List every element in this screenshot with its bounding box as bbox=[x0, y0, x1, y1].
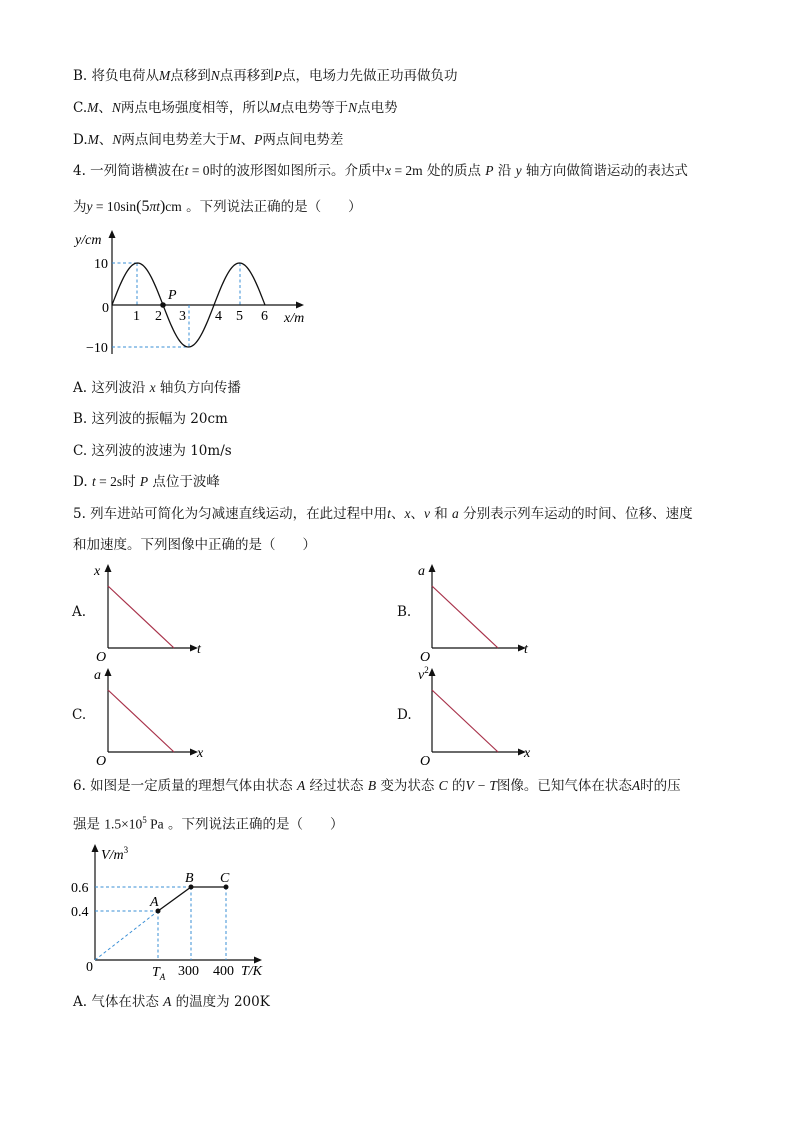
q4-option-a: A. 这列波沿 x 轴负方向传播 bbox=[73, 380, 241, 396]
q3-option-b: B. 将负电荷从M点移到N点再移到P点，电场力先做正功再做负功 bbox=[73, 68, 458, 84]
x-tick-400: 400 bbox=[213, 964, 234, 979]
q5-option-d-letter: D. bbox=[397, 707, 412, 723]
y-tick-04: 0.4 bbox=[71, 905, 89, 920]
q5-option-a-graph[interactable] bbox=[90, 560, 210, 664]
q5-option-b-graph[interactable] bbox=[414, 560, 539, 664]
q5c-line bbox=[108, 690, 174, 752]
x-tick-4: 4 bbox=[215, 309, 222, 324]
y-axis-label: y/cm bbox=[75, 233, 102, 248]
x-tick-300: 300 bbox=[178, 964, 199, 979]
point-p-label: P bbox=[168, 288, 177, 303]
x-axis-arrow bbox=[296, 302, 304, 309]
q4-stem-line2: 为y = 10sin(5πt)cm 。下列说法正确的是（ ） bbox=[73, 198, 362, 215]
state-c-label: C bbox=[220, 871, 230, 886]
x-tick-2: 2 bbox=[155, 309, 162, 324]
origin-label: 0 bbox=[102, 301, 109, 316]
svg-text:O: O bbox=[96, 754, 107, 768]
state-b-label: B bbox=[185, 871, 194, 886]
y-tick-06: 0.6 bbox=[71, 881, 89, 896]
q4-wave-figure bbox=[72, 226, 322, 364]
svg-text:t: t bbox=[524, 642, 528, 657]
q3-option-c: C.M、N两点电场强度相等，所以M点电势等于N点电势 bbox=[73, 100, 398, 116]
process-line bbox=[158, 887, 226, 911]
svg-text:x: x bbox=[524, 746, 531, 761]
y-tick-10: 10 bbox=[94, 257, 108, 272]
q5-stem-line2: 和加速度。下列图像中正确的是（ ） bbox=[73, 537, 316, 553]
t-axis-label: T/K bbox=[241, 964, 263, 979]
origin-label: 0 bbox=[86, 960, 93, 975]
q5-option-b-letter: B. bbox=[397, 604, 412, 620]
q4-option-d: D. t = 2s时 P 点位于波峰 bbox=[73, 474, 220, 490]
q3-option-d: D.M、N两点间电势差大于M、P两点间电势差 bbox=[73, 132, 344, 148]
q4-option-c: C. 这列波的波速为 10m/s bbox=[73, 443, 232, 459]
q6-stem-line1: 6. 如图是一定质量的理想气体由状态 A 经过状态 B 变为状态 C 的V − T图像。已知气体在状态A时的压 bbox=[73, 778, 681, 794]
q5-stem-line1: 5. 列车进站可简化为匀减速直线运动，在此过程中用t、x、v 和 a 分别表示列车运动的时间、位移、速度 bbox=[73, 506, 693, 522]
q5-option-a-letter: A. bbox=[72, 604, 87, 620]
svg-text:a: a bbox=[94, 668, 101, 683]
q5a-line bbox=[108, 586, 174, 648]
svg-text:O: O bbox=[96, 650, 107, 664]
vt-guides bbox=[95, 887, 226, 960]
svg-text:v2: $v^2$ bbox=[418, 665, 429, 683]
q6-vt-figure bbox=[68, 840, 278, 984]
svg-text:a: a bbox=[418, 564, 425, 579]
x-tick-1: 1 bbox=[133, 309, 140, 324]
q5b-line bbox=[432, 586, 498, 648]
q5-option-c-letter: C. bbox=[72, 707, 87, 723]
q5-option-d-graph[interactable] bbox=[414, 664, 539, 768]
q6-stem-line2: 强是 $1.5\times 10^5$ Pa 。下列说法正确的是（ ） bbox=[73, 815, 344, 833]
q5-option-c-graph[interactable] bbox=[90, 664, 215, 768]
x-axis-label: x/m bbox=[284, 311, 305, 326]
q4-stem-line1: 4. 一列简谐横波在t = 0时的波形图如图所示。介质中x = 2m 处的质点 P 沿 y 轴方向做简谐运动的表达式 bbox=[73, 163, 688, 179]
svg-text:t: t bbox=[197, 642, 201, 657]
state-a-label: A bbox=[150, 895, 159, 910]
x-tick-5: 5 bbox=[236, 309, 243, 324]
svg-text:x: x bbox=[197, 746, 204, 761]
svg-text:O: O bbox=[420, 650, 431, 664]
x-tick-3: 3 bbox=[179, 309, 186, 324]
x-tick-ta: $T_A$ bbox=[152, 965, 166, 982]
svg-text:O: O bbox=[420, 754, 431, 768]
v-axis-label: $V/m^3$ bbox=[101, 845, 129, 863]
x-tick-6: 6 bbox=[261, 309, 268, 324]
y-tick-minus10: −10 bbox=[86, 341, 108, 356]
y-axis-arrow bbox=[109, 230, 116, 238]
q5d-line bbox=[432, 690, 498, 752]
q6-option-a: A. 气体在状态 A 的温度为 200K bbox=[73, 994, 270, 1010]
point-p-marker bbox=[160, 302, 166, 308]
svg-text:x: x bbox=[94, 564, 101, 579]
q4-option-b: B. 这列波的振幅为 20cm bbox=[73, 411, 228, 427]
